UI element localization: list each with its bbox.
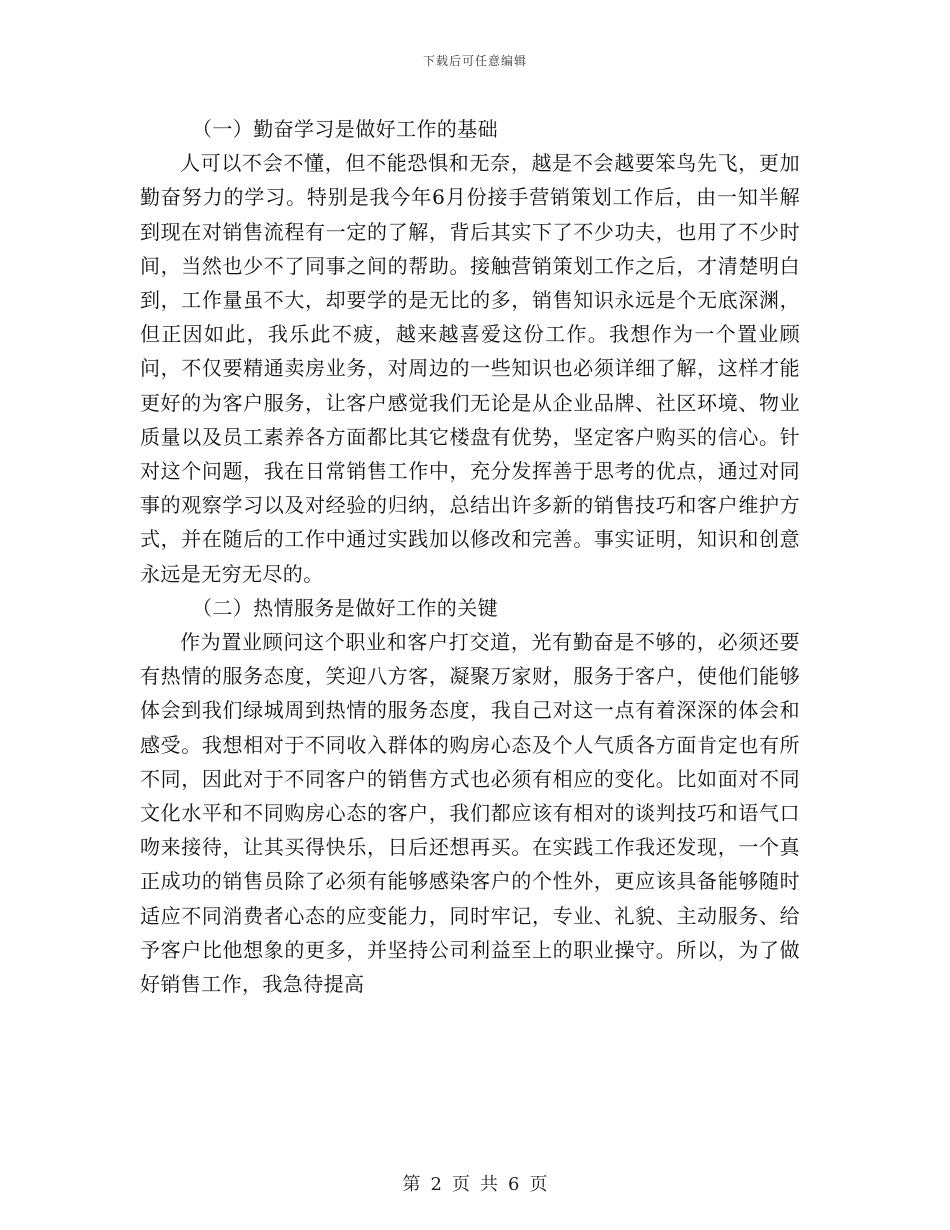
- footer-page-word: 页: [452, 1174, 470, 1195]
- document-body: [140, 112, 800, 1001]
- footer-total-prefix: 共: [480, 1174, 498, 1195]
- paragraph-2: 作为置业顾问这个职业和客户打交道，光有勤奋是不够的，必须还要有热情的服务态度，笑迎八方客，凝聚万家财，服务于客户，使他们能够体会到我们绿城周到热情的服务态度，我自己对这一点有着深深的体会和感受。我想相对于不同收入群体的购房心态及个人气质各方面肯定也有所不同，因此对于不同客户的销售方式也必须有相应的变化。比如面对不同文化水平和不同购房心态的客户，我们都应该有相对的谈判技巧和语气口吻来接待，让其买得快乐，日后还想再买。在实践工作我还发现，一个真正成功的销售员除了必须有能够感染客户的个性外，更应该具备能够随时适应不同消费者心态的应变能力，同时牢记，专业、礼貌、主动服务、给予客户比他想象的更多，并坚持公司利益至上的职业操守。所以，为了做好销售工作，我急待提高: [140, 630, 800, 997]
- paragraph-1: 人可以不会不懂，但不能恐惧和无奈，越是不会越要笨鸟先飞，更加勤奋努力的学习。特别是我今年6月份接手营销策划工作后，由一知半解到现在对销售流程有一定的了解，背后其实下了不少功夫，也用了不少时间，当然也少不了同事之间的帮助。接触营销策划工作之后，才清楚明白到，工作量虽不大，却要学的是无比的多，销售知识永远是个无底深渊，但正因如此，我乐此不疲，越来越喜爱这份工作。我想作为一个置业顾问，不仅要精通卖房业务，对周边的一些知识也必须详细了解，这样才能更好的为客户服务，让客户感觉我们无论是从企业品牌、社区环境、物业质量以及员工素养各方面都比其它楼盘有优势，坚定客户购买的信心。针对这个问题，我在日常销售工作中，充分发挥善于思考的优点，通过对同事的观察学习以及对经验的归纳，总结出许多新的销售技巧和客户维护方式，并在随后的工作中通过实践加以修改和完善。事实证明，知识和创意永远是无穷无尽的。: [140, 151, 800, 586]
- header-note: 下载后可任意编辑: [422, 54, 527, 68]
- page-footer: [0, 1170, 950, 1196]
- total-page-count: 6: [508, 1174, 520, 1195]
- section-heading-1: （一）勤奋学习是做好工作的基础: [192, 117, 498, 141]
- footer-suffix: 页: [529, 1174, 548, 1195]
- footer-prefix: 第: [402, 1174, 421, 1195]
- current-page-number: 2: [430, 1174, 442, 1195]
- section-heading-2: （二）热情服务是做好工作的关键: [192, 595, 498, 620]
